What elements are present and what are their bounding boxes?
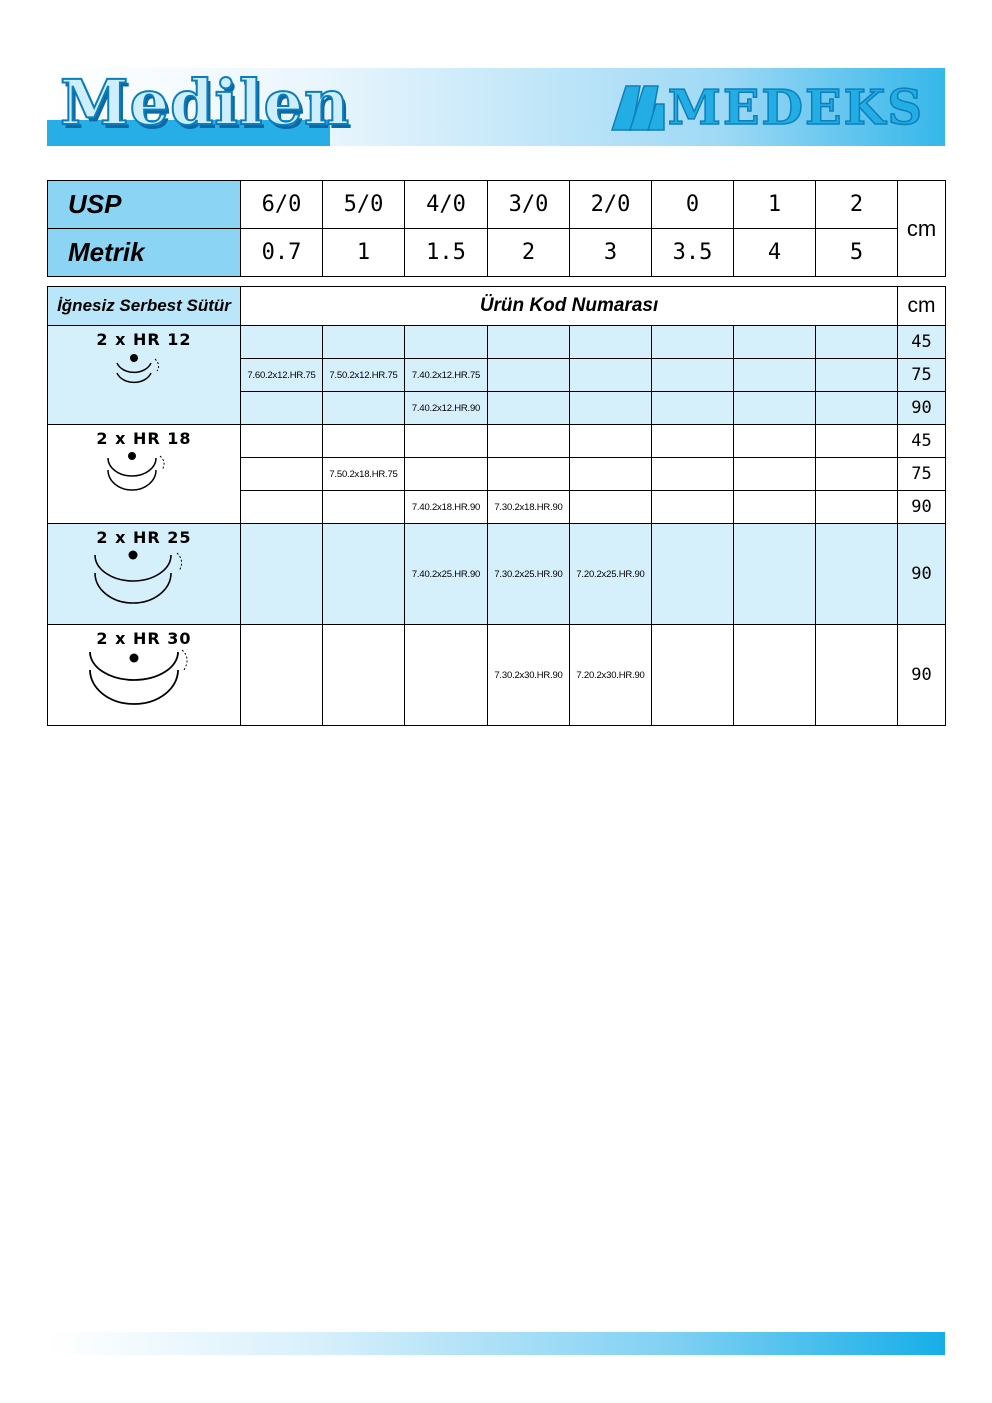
code-cell: 7.50.2x12.HR.75 <box>323 359 405 392</box>
code-cell <box>652 458 734 491</box>
code-cell <box>323 524 405 625</box>
metric-value: 0.7 <box>241 229 323 277</box>
code-cell <box>652 625 734 726</box>
unit-label: cm <box>898 181 946 277</box>
code-cell <box>734 326 816 359</box>
product-table <box>47 286 946 726</box>
code-cell <box>405 326 488 359</box>
usp-value: 0 <box>652 181 734 229</box>
needle-icon <box>102 448 186 504</box>
code-cell <box>488 458 570 491</box>
code-header: Ürün Kod Numarası <box>241 287 898 326</box>
code-cell <box>652 392 734 425</box>
table-row <box>48 326 946 359</box>
code-cell <box>734 524 816 625</box>
code-cell <box>652 326 734 359</box>
code-cell <box>734 491 816 524</box>
usp-row <box>48 181 946 229</box>
code-cell <box>323 625 405 726</box>
code-cell: 7.40.2x12.HR.75 <box>405 359 488 392</box>
code-cell <box>816 625 898 726</box>
needle-icon <box>86 648 202 722</box>
code-cell <box>323 326 405 359</box>
code-cell <box>241 392 323 425</box>
code-cell: 7.50.2x18.HR.75 <box>323 458 405 491</box>
usp-value: 6/0 <box>241 181 323 229</box>
code-cell <box>488 392 570 425</box>
length-cell: 45 <box>898 326 946 359</box>
code-cell <box>405 625 488 726</box>
company-logo <box>610 80 924 136</box>
metric-value: 1.5 <box>405 229 488 277</box>
code-cell <box>652 491 734 524</box>
length-cell: 45 <box>898 425 946 458</box>
code-cell <box>570 392 652 425</box>
code-cell: 7.60.2x12.HR.75 <box>241 359 323 392</box>
code-cell <box>816 326 898 359</box>
code-cell: 7.30.2x30.HR.90 <box>488 625 570 726</box>
length-cell: 90 <box>898 625 946 726</box>
size-table <box>47 180 946 277</box>
code-cell <box>323 425 405 458</box>
code-cell: 7.20.2x25.HR.90 <box>570 524 652 625</box>
metric-value: 4 <box>734 229 816 277</box>
metric-value: 3.5 <box>652 229 734 277</box>
code-cell <box>652 524 734 625</box>
needle-icon <box>109 349 179 397</box>
code-cell <box>816 458 898 491</box>
code-cell <box>323 491 405 524</box>
needle-cell <box>48 625 241 726</box>
needle-cell <box>48 425 241 524</box>
usp-value: 3/0 <box>488 181 570 229</box>
code-cell <box>570 491 652 524</box>
code-cell <box>734 458 816 491</box>
code-cell <box>652 425 734 458</box>
code-cell <box>816 425 898 458</box>
length-cell: 75 <box>898 458 946 491</box>
code-cell <box>241 491 323 524</box>
code-cell: 7.20.2x30.HR.90 <box>570 625 652 726</box>
code-cell: 7.40.2x25.HR.90 <box>405 524 488 625</box>
company-name: MEDEKS <box>667 80 924 136</box>
needle-label: 2 x HR 18 <box>96 429 192 448</box>
metric-value: 1 <box>323 229 405 277</box>
needle-label: 2 x HR 30 <box>96 629 192 648</box>
metric-value: 2 <box>488 229 570 277</box>
code-cell <box>488 359 570 392</box>
metric-value: 3 <box>570 229 652 277</box>
code-cell <box>570 458 652 491</box>
code-cell <box>734 359 816 392</box>
code-cell <box>488 326 570 359</box>
code-cell <box>816 524 898 625</box>
code-cell <box>405 458 488 491</box>
code-cell: 7.40.2x12.HR.90 <box>405 392 488 425</box>
metric-value: 5 <box>816 229 898 277</box>
code-cell: 7.40.2x18.HR.90 <box>405 491 488 524</box>
needle-cell <box>48 524 241 625</box>
usp-label: USP <box>48 181 241 229</box>
usp-value: 4/0 <box>405 181 488 229</box>
code-cell <box>570 425 652 458</box>
code-cell: 7.30.2x18.HR.90 <box>488 491 570 524</box>
usp-value: 1 <box>734 181 816 229</box>
type-header: İğnesiz Serbest Sütür <box>48 287 241 326</box>
code-cell <box>734 625 816 726</box>
length-cell: 90 <box>898 524 946 625</box>
code-cell <box>241 458 323 491</box>
code-cell <box>816 491 898 524</box>
table-row <box>48 625 946 726</box>
metric-label: Metrik <box>48 229 241 277</box>
code-cell <box>734 392 816 425</box>
length-cell: 90 <box>898 392 946 425</box>
code-cell <box>488 425 570 458</box>
code-cell <box>652 359 734 392</box>
metric-row <box>48 229 946 277</box>
code-cell: 7.30.2x25.HR.90 <box>488 524 570 625</box>
code-cell <box>323 392 405 425</box>
unit-header: cm <box>898 287 946 326</box>
code-cell <box>241 326 323 359</box>
code-cell <box>241 425 323 458</box>
usp-value: 2/0 <box>570 181 652 229</box>
code-cell <box>570 359 652 392</box>
needle-label: 2 x HR 12 <box>96 330 192 349</box>
code-cell <box>241 625 323 726</box>
code-cell <box>241 524 323 625</box>
table-row <box>48 524 946 625</box>
medeks-logo-icon <box>610 84 666 132</box>
needle-cell <box>48 326 241 425</box>
product-header-row <box>48 287 946 326</box>
usp-value: 2 <box>816 181 898 229</box>
table-row <box>48 425 946 458</box>
length-cell: 90 <box>898 491 946 524</box>
footer-band <box>47 1332 945 1355</box>
code-cell <box>816 392 898 425</box>
code-cell <box>734 425 816 458</box>
code-cell <box>570 326 652 359</box>
usp-value: 5/0 <box>323 181 405 229</box>
code-cell <box>405 425 488 458</box>
needle-label: 2 x HR 25 <box>96 528 192 547</box>
needle-icon <box>89 547 199 617</box>
code-cell <box>816 359 898 392</box>
brand-logo-medilen: Medilen <box>60 66 351 139</box>
length-cell: 75 <box>898 359 946 392</box>
